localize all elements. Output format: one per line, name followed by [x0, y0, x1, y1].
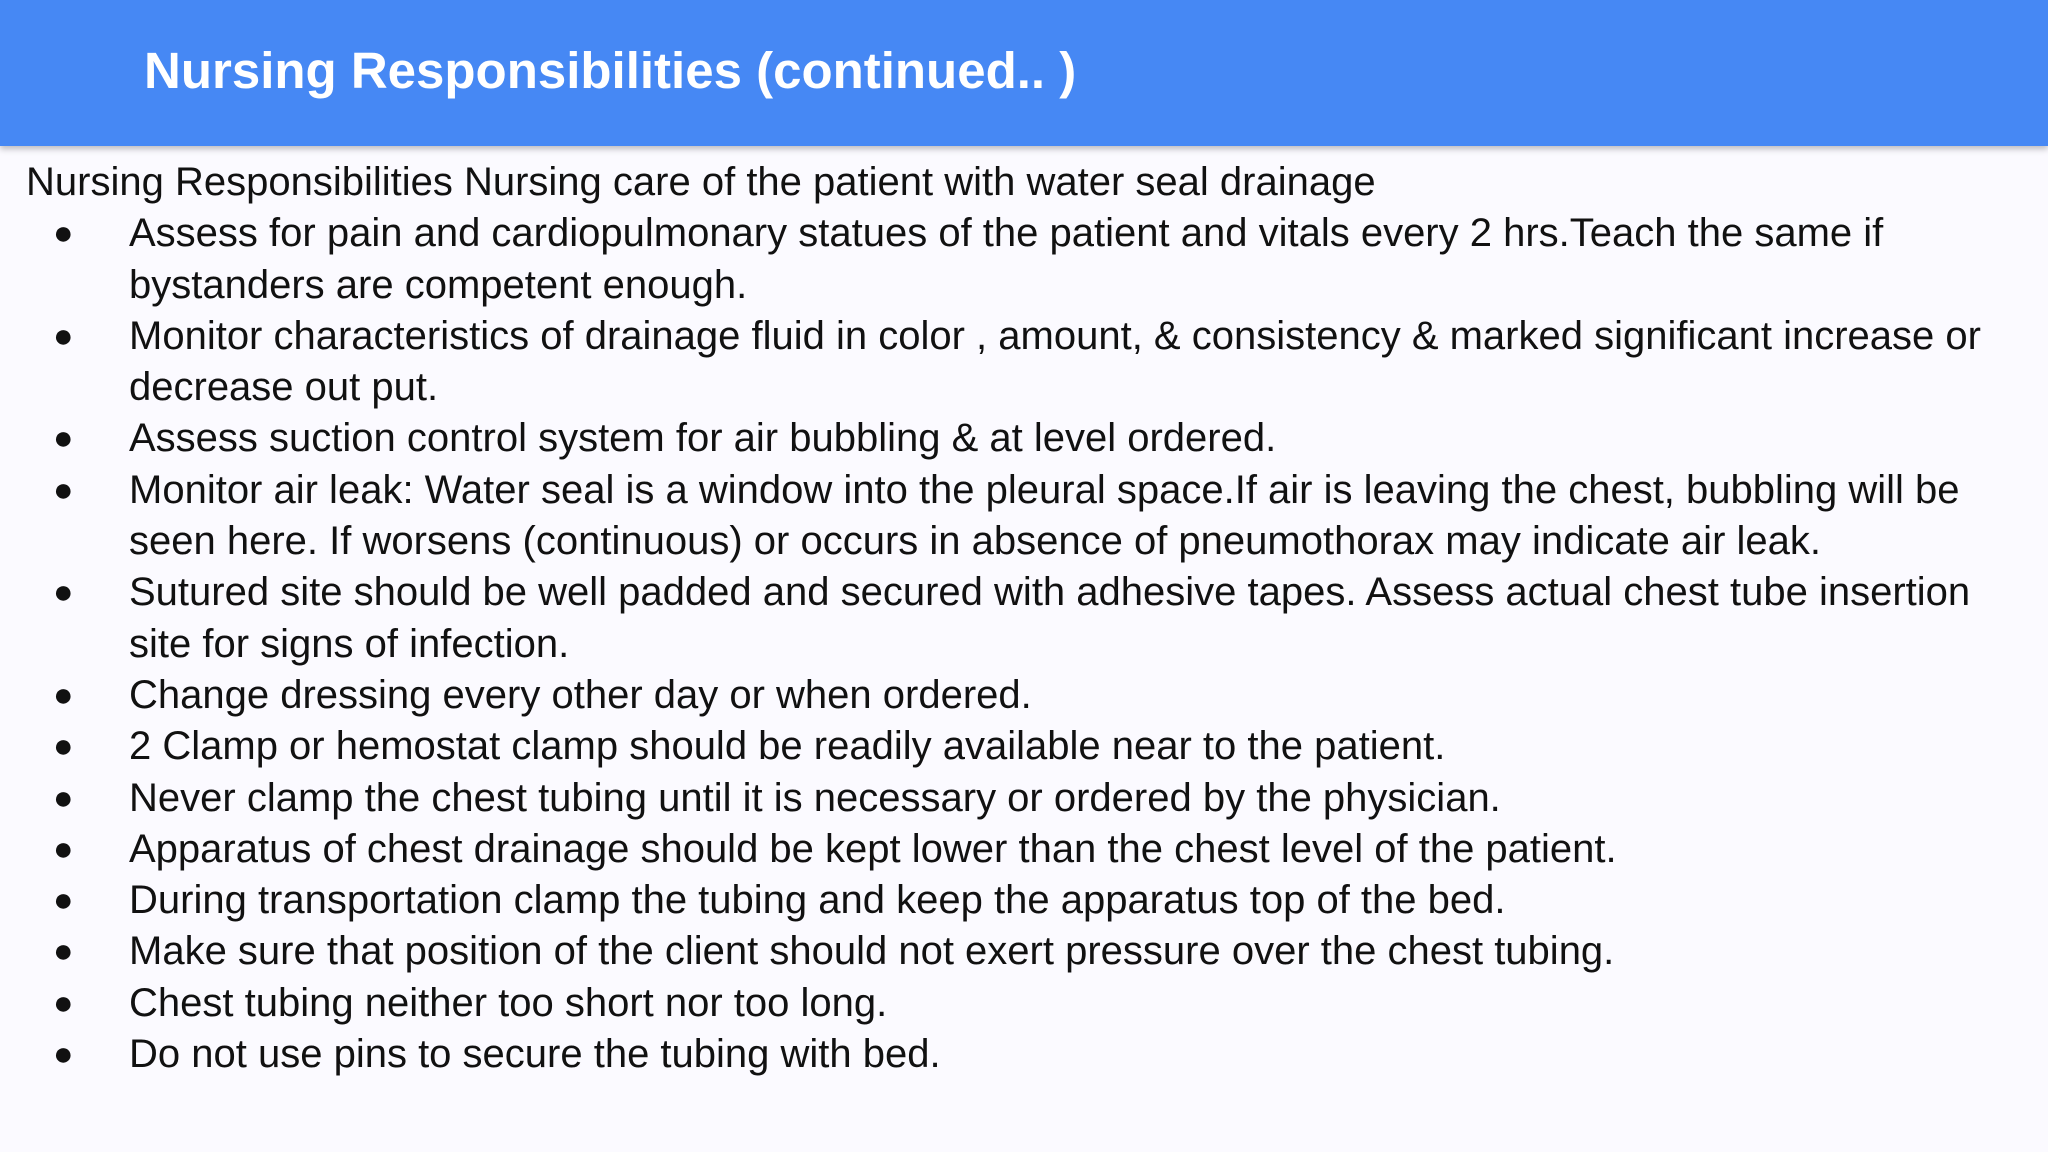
bullet-text: Do not use pins to secure the tubing with bed.: [129, 1032, 941, 1077]
bullet-item: [26, 311, 2026, 414]
bullet-text: Assess for pain and cardiopulmonary statues of the patient and vitals every 2 hrs.Teach the same if bystanders are competent enough.: [129, 211, 1884, 307]
bullet-item: [26, 567, 2026, 670]
bullet-item: [26, 413, 2026, 464]
bullet-item: [26, 208, 2026, 311]
bullet-icon: ●: [53, 932, 74, 971]
bullet-text: Change dressing every other day or when ordered.: [129, 672, 1032, 717]
bullet-text: Sutured site should be well padded and secured with adhesive tapes. Assess actual chest tube insertion site for signs of infection.: [129, 570, 1971, 666]
bullet-icon: ●: [53, 214, 74, 253]
bullet-icon: ●: [53, 727, 74, 766]
bullet-text: Apparatus of chest drainage should be kept lower than the chest level of the patient.: [129, 826, 1617, 871]
bullet-item: [26, 926, 2026, 977]
slide-title: Nursing Responsibilities (continued.. ): [144, 42, 1077, 99]
bullet-icon: ●: [53, 675, 74, 714]
slide-body: [26, 157, 2026, 1080]
bullet-text: Chest tubing neither too short nor too long.: [129, 980, 888, 1025]
bullet-icon: ●: [53, 778, 74, 817]
bullet-item: [26, 465, 2026, 568]
bullet-text: Make sure that position of the client should not exert pressure over the chest tubing.: [129, 929, 1615, 974]
bullet-icon: ●: [53, 573, 74, 612]
bullet-icon: ●: [53, 829, 74, 868]
bullet-text: Assess suction control system for air bubbling & at level ordered.: [129, 416, 1277, 461]
bullet-text: 2 Clamp or hemostat clamp should be readily available near to the patient.: [129, 724, 1446, 769]
bullet-text: Never clamp the chest tubing until it is necessary or ordered by the physician.: [129, 775, 1501, 820]
bullet-item: [26, 670, 2026, 721]
bullet-list: [26, 208, 2026, 1080]
bullet-icon: ●: [53, 316, 74, 355]
bullet-text: During transportation clamp the tubing and keep the apparatus top of the bed.: [129, 878, 1506, 923]
bullet-item: [26, 773, 2026, 824]
bullet-icon: ●: [53, 1035, 74, 1074]
bullet-item: [26, 978, 2026, 1029]
bullet-icon: ●: [53, 419, 74, 458]
bullet-text: Monitor characteristics of drainage fluid in color , amount, & consistency & marked significant increase or decrease out put.: [129, 313, 1981, 410]
bullet-icon: ●: [53, 983, 74, 1022]
bullet-icon: ●: [53, 470, 74, 509]
bullet-item: [26, 824, 2026, 875]
bullet-text: Monitor air leak: Water seal is a window into the pleural space.If air is leaving the chest, bubbling will be seen here. If worsens (continuous) or occurs in absence of pneumothorax may indicate air leak.: [129, 467, 1960, 564]
bullet-icon: ●: [53, 881, 74, 920]
bullet-item: [26, 1029, 2026, 1080]
bullet-item: [26, 875, 2026, 926]
intro-line: Nursing Responsibilities Nursing care of the patient with water seal drainage: [26, 160, 1376, 204]
slide-header: [0, 0, 2048, 146]
bullet-item: [26, 721, 2026, 772]
